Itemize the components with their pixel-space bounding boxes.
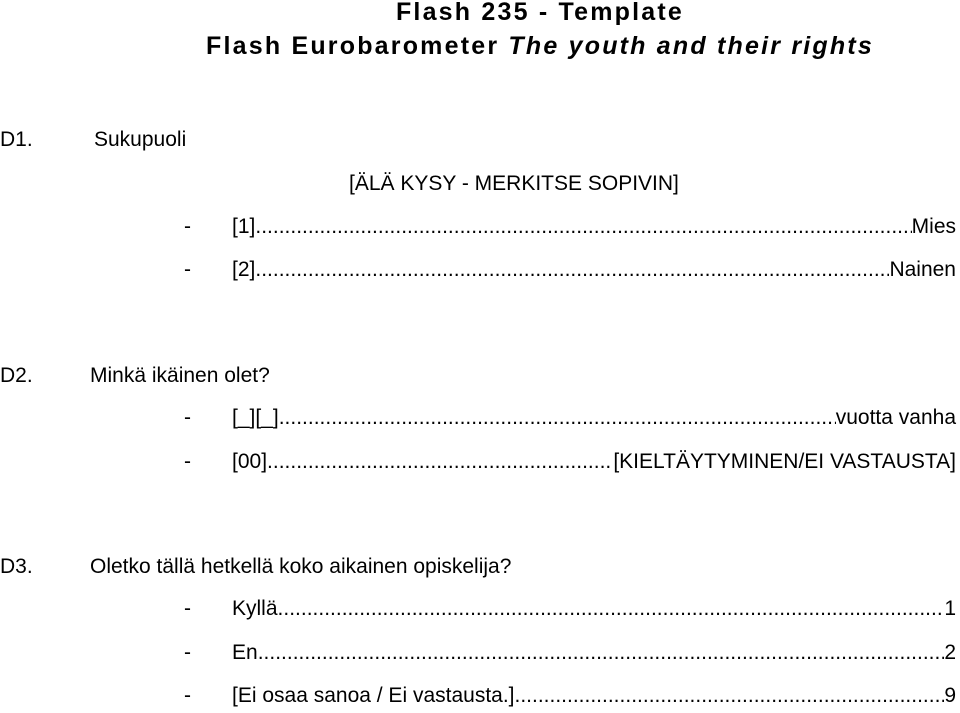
option-label: Nainen: [889, 258, 956, 281]
leader-dots: [255, 215, 911, 239]
option-code: [00]: [232, 450, 268, 473]
option-label: 1: [944, 597, 956, 620]
document-title: Flash 235 - Template: [395, 0, 685, 26]
option-code: [_][_]: [232, 406, 279, 429]
leader-dots: [515, 684, 945, 708]
option-code: [Ei osaa sanoa / Ei vastausta.]: [232, 684, 515, 707]
option-dash: -: [184, 406, 191, 429]
leader-dots: [267, 450, 613, 474]
question-text: Sukupuoli: [94, 128, 187, 151]
subtitle-plain: Flash Eurobarometer: [206, 32, 509, 60]
interviewer-instruction: [ÄLÄ KYSY - MERKITSE SOPIVIN]: [349, 172, 679, 195]
option-dash: -: [184, 450, 191, 473]
answer-option: [184, 597, 956, 623]
option-dash: -: [184, 258, 191, 281]
question-number: D3.: [0, 555, 33, 578]
answer-option: [184, 641, 956, 667]
option-code: En: [232, 641, 258, 664]
option-code: [1]: [232, 215, 256, 238]
option-code: [2]: [232, 258, 256, 281]
option-label: Mies: [911, 215, 956, 238]
leader-dots: [255, 258, 889, 282]
option-label: 2: [944, 641, 956, 664]
option-label: vuotta vanha: [835, 406, 956, 429]
option-dash: -: [184, 215, 191, 238]
option-dash: -: [184, 684, 191, 707]
document-subtitle: [0, 32, 960, 61]
answer-option: [184, 684, 956, 710]
option-label: 9: [944, 684, 956, 707]
answer-option: [184, 450, 956, 476]
answer-option: [184, 406, 956, 432]
answer-option: [184, 215, 956, 241]
leader-dots: [258, 641, 945, 665]
option-dash: -: [184, 641, 191, 664]
option-dash: -: [184, 597, 191, 620]
option-code: Kyllä: [232, 597, 278, 620]
subtitle-italic: The youth and their rights: [508, 32, 874, 60]
question-number: D2.: [0, 364, 33, 387]
leader-dots: [279, 406, 836, 430]
question-text: Oletko tällä hetkellä koko aikainen opiskelija?: [90, 555, 512, 578]
question-text: Minkä ikäinen olet?: [90, 364, 270, 387]
question-number: D1.: [0, 128, 33, 151]
answer-option: [184, 258, 956, 284]
leader-dots: [278, 597, 945, 621]
option-label: [KIELTÄYTYMINEN/EI VASTAUSTA]: [613, 450, 956, 473]
